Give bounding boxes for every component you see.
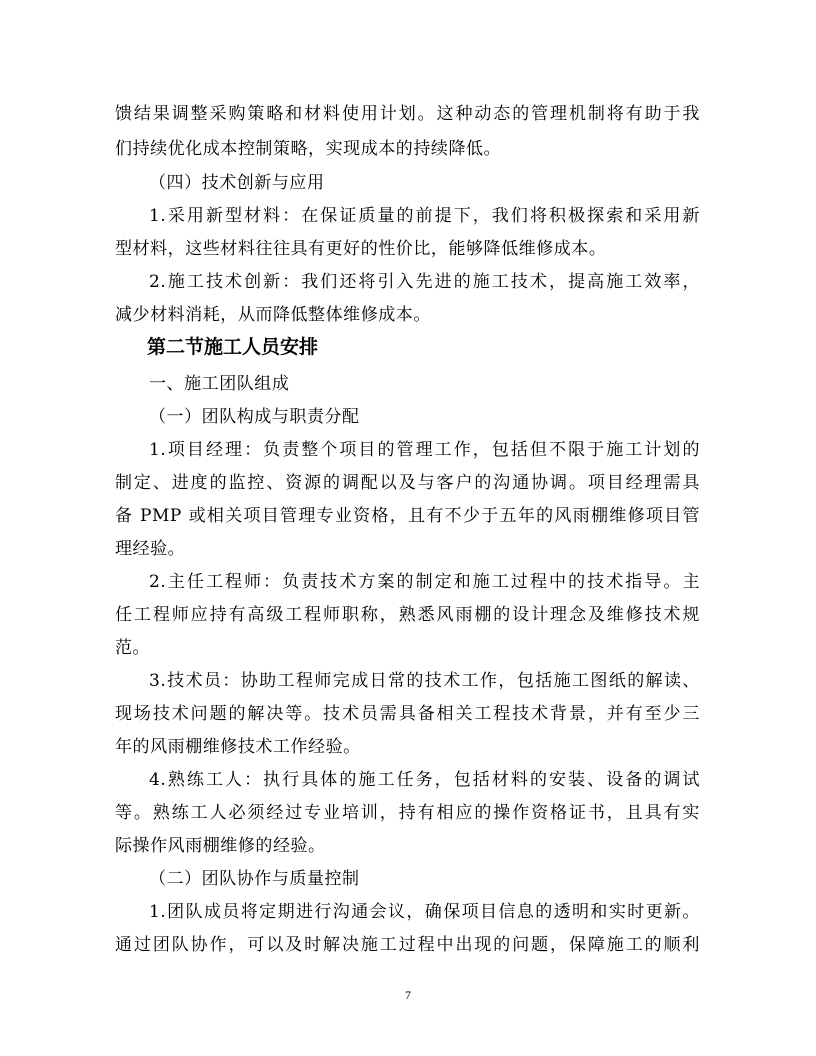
list-item-line: 1.团队成员将定期进行沟通会议，确保项目信息的透明和实时更新。 [149, 902, 700, 922]
list-item-line: 1.采用新型材料：在保证质量的前提下，我们将积极探索和采用新 [149, 206, 700, 226]
subsection-title: （二）团队协作与质量控制 [149, 869, 360, 889]
list-item-line: 范。 [115, 638, 151, 658]
list-item-line: 1.项目经理：负责整个项目的管理工作，包括但不限于施工计划的 [149, 440, 700, 460]
paragraph-line: 们持续优化成本控制策略，实现成本的持续降低。 [115, 139, 502, 159]
list-item-line: 通过团队协作，可以及时解决施工过程中出现的问题，保障施工的顺利 [115, 935, 700, 955]
list-item-line: 际操作风雨棚维修的经验。 [115, 836, 326, 856]
list-item-line: 2.施工技术创新：我们还将引入先进的施工技术，提高施工效率， [149, 272, 700, 292]
list-item-line: 制定、进度的监控、资源的调配以及与客户的沟通协调。项目经理需具 [115, 473, 700, 493]
list-item-line: 4.熟练工人：执行具体的施工任务，包括材料的安装、设备的调试 [149, 770, 700, 790]
subsection-title: （四）技术创新与应用 [149, 173, 325, 193]
list-item-line: 任工程师应持有高级工程师职称，熟悉风雨棚的设计理念及维修技术规 [115, 605, 700, 625]
list-item-line: 3.技术员：协助工程师完成日常的技术工作，包括施工图纸的解读、 [149, 671, 700, 691]
list-item-line: 年的风雨棚维修技术工作经验。 [115, 737, 361, 757]
list-item-line: 现场技术问题的解决等。技术员需具备相关工程技术背景，并有至少三 [115, 704, 700, 724]
list-item-line: 型材料，这些材料往往具有更好的性价比，能够降低维修成本。 [115, 239, 607, 259]
subsection-title: （一）团队构成与职责分配 [149, 407, 360, 427]
list-item-line: 2.主任工程师：负责技术方案的制定和施工过程中的技术指导。主 [149, 572, 700, 592]
page-number: 7 [405, 988, 411, 1002]
list-item-line: 等。熟练工人必须经过专业培训，持有相应的操作资格证书，且具有实 [115, 803, 700, 823]
section-heading: 第二节施工人员安排 [147, 336, 319, 358]
list-item-line: 理经验。 [115, 539, 186, 559]
part-title: 一、施工团队组成 [149, 374, 290, 394]
list-item-line: 减少材料消耗，从而降低整体维修成本。 [115, 305, 431, 325]
list-item-line: 备 PMP 或相关项目管理专业资格，且有不少于五年的风雨棚维修项目管 [115, 506, 700, 526]
paragraph-line: 馈结果调整采购策略和材料使用计划。这种动态的管理机制将有助于我 [115, 104, 700, 124]
